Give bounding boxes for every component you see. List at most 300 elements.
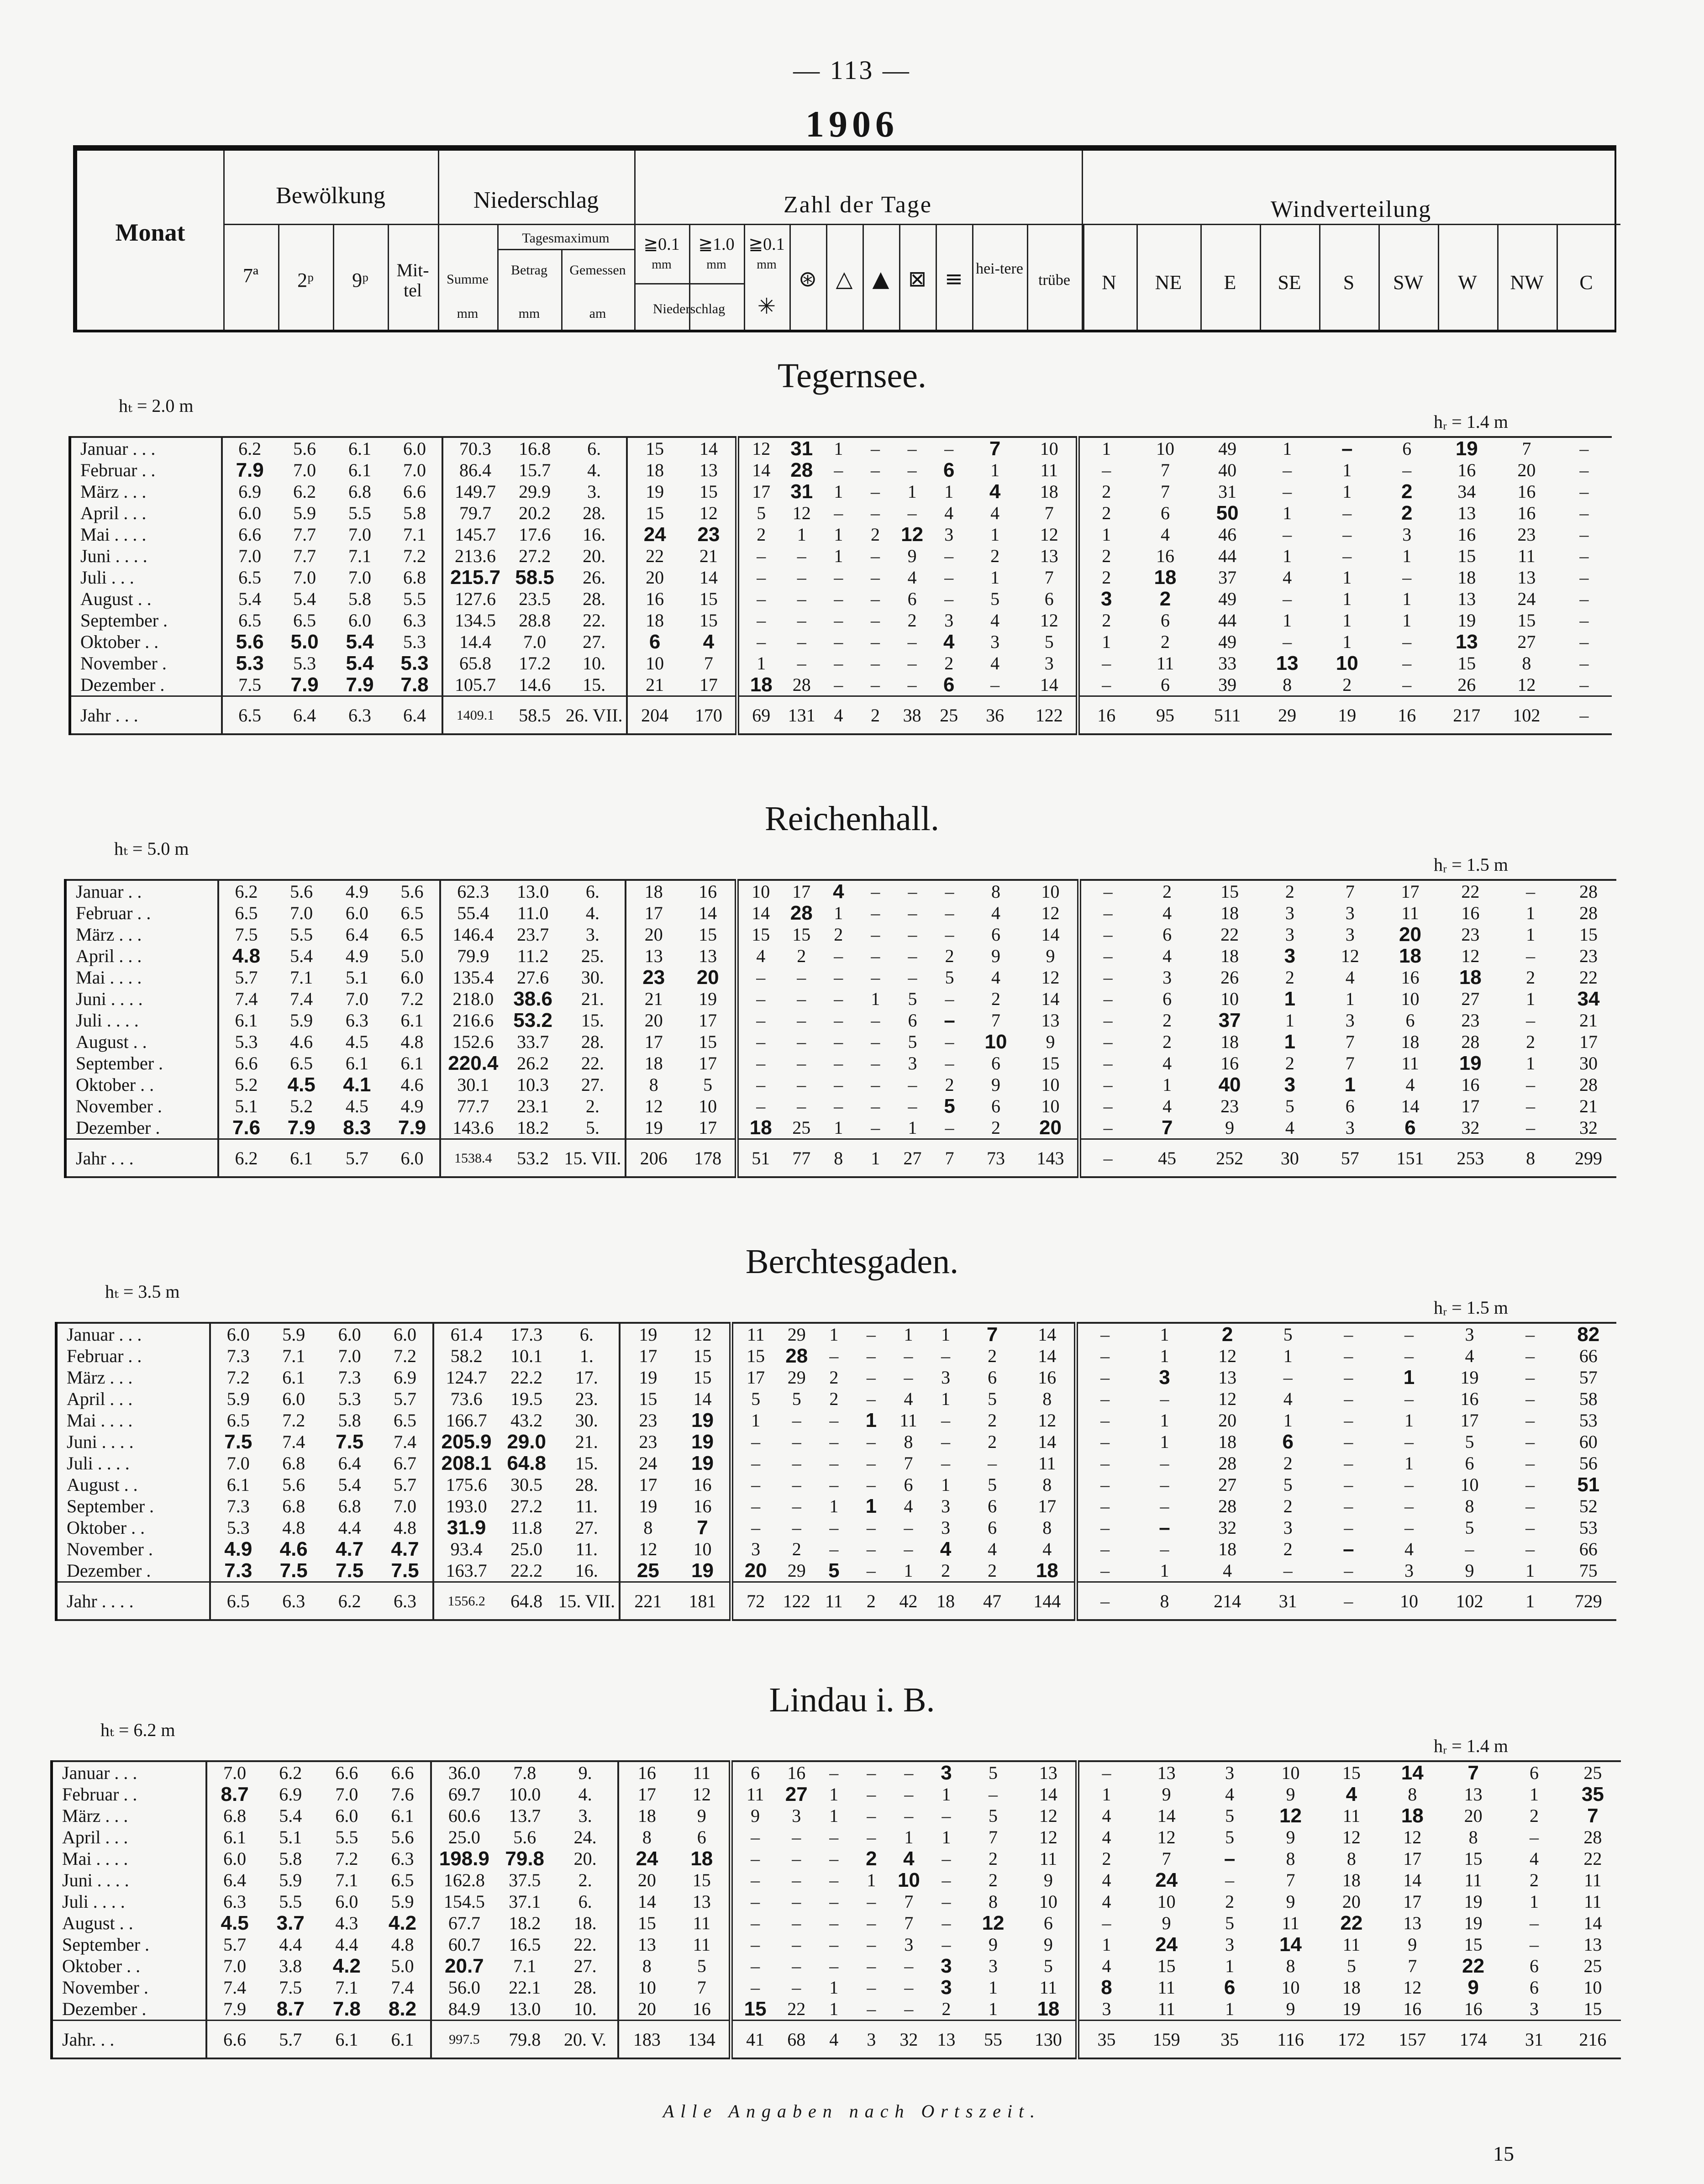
table-cell: 7.4 bbox=[375, 1977, 431, 1998]
table-cell: 11 bbox=[747, 1324, 765, 1345]
table-cell: 26. bbox=[563, 567, 627, 588]
table-cell: 11 bbox=[1584, 1870, 1602, 1890]
table-cell: 4 bbox=[833, 880, 844, 902]
table-cell: 17. bbox=[554, 1367, 620, 1388]
table-cell: 7 bbox=[676, 1517, 731, 1538]
table-cell: 215.7 bbox=[450, 567, 501, 588]
table-cell: 19 bbox=[676, 1452, 731, 1474]
table-cell: 1 bbox=[1284, 1031, 1296, 1053]
year-row bbox=[52, 2021, 1621, 2059]
table-cell: 13 bbox=[1218, 1367, 1237, 1388]
table-cell: – bbox=[792, 1496, 801, 1516]
table-cell: – bbox=[829, 1827, 839, 1847]
table-cell: 40 bbox=[1218, 1074, 1241, 1095]
table-cell: 10 bbox=[1379, 1582, 1440, 1621]
month-label: November . bbox=[56, 1538, 210, 1560]
table-cell: 6.8 bbox=[348, 481, 372, 502]
table-cell: 6.5 bbox=[290, 1053, 313, 1074]
table-cell: 14 bbox=[1020, 1345, 1076, 1367]
table-cell: 18 bbox=[1021, 1998, 1078, 2021]
table-cell: – bbox=[834, 460, 843, 480]
table-cell: 5.3 bbox=[388, 653, 443, 674]
table-cell: – bbox=[1102, 1763, 1111, 1783]
month-label: Juli . . . . bbox=[65, 1010, 218, 1031]
table-cell: 19 bbox=[1464, 1913, 1483, 1933]
table-cell: 16 bbox=[1401, 967, 1420, 988]
table-cell: 17 bbox=[747, 1367, 765, 1388]
table-cell: 11 bbox=[1401, 1053, 1419, 1074]
header-gemessen-unit: am bbox=[589, 306, 606, 321]
table-cell: 3 bbox=[944, 610, 954, 631]
table-cell: 10 bbox=[1281, 1763, 1300, 1783]
table-cell: – bbox=[797, 1053, 806, 1074]
table-cell: – bbox=[834, 1031, 843, 1052]
table-cell: – bbox=[989, 1784, 998, 1805]
table-cell: 3 bbox=[1023, 653, 1078, 674]
table-cell: 7 bbox=[1162, 1848, 1171, 1869]
table-cell: 4.9 bbox=[224, 1538, 252, 1560]
table-cell: 17 bbox=[681, 1117, 737, 1139]
table-cell: 4.5 bbox=[345, 1096, 368, 1116]
table-cell: 4 bbox=[756, 946, 766, 966]
table-cell: 1 bbox=[1160, 1560, 1169, 1581]
header-betrag: Betrag bbox=[511, 263, 547, 278]
table-cell: – bbox=[751, 1913, 760, 1933]
table-cell: – bbox=[870, 589, 880, 609]
table-cell: 7.0 bbox=[290, 903, 313, 923]
table-cell: 69 bbox=[737, 696, 784, 735]
table-cell: – bbox=[751, 1977, 760, 1998]
station-table bbox=[68, 436, 1612, 735]
table-cell: 1 bbox=[829, 1977, 839, 1998]
table-cell: 6 bbox=[674, 1826, 731, 1848]
table-cell: 5.2 bbox=[290, 1096, 313, 1116]
table-cell: 1 bbox=[1526, 1053, 1536, 1074]
table-cell: – bbox=[1525, 1496, 1535, 1516]
table-cell: 2 bbox=[857, 696, 894, 735]
header-wind-c: C bbox=[1579, 271, 1593, 294]
table-row bbox=[70, 631, 1612, 653]
month-label: Dezember . bbox=[65, 1117, 218, 1139]
table-cell: 66 bbox=[1579, 1346, 1598, 1366]
table-cell: 5 bbox=[1283, 1474, 1293, 1495]
table-cell: 5.0 bbox=[385, 945, 441, 967]
month-label: Februar . . bbox=[52, 1784, 206, 1805]
table-cell: 27 bbox=[1461, 989, 1480, 1009]
table-cell: 7.9 bbox=[236, 459, 264, 481]
table-cell: 4.9 bbox=[345, 881, 368, 902]
table-cell: 6.2 bbox=[293, 481, 316, 502]
table-cell: – bbox=[1100, 1539, 1110, 1559]
table-cell: 15 bbox=[792, 924, 811, 945]
table-cell: 22 bbox=[1583, 1848, 1602, 1869]
table-cell: 5.6 bbox=[282, 1474, 305, 1495]
table-cell: 170 bbox=[682, 696, 737, 735]
table-row bbox=[56, 1474, 1616, 1495]
table-cell: 6.0 bbox=[238, 503, 262, 523]
table-cell: 23 bbox=[1461, 924, 1480, 945]
month-label: August . . bbox=[56, 1474, 210, 1495]
table-cell: – bbox=[871, 1010, 880, 1031]
table-cell: 6 bbox=[1023, 588, 1078, 610]
header-ge01-snow: ≧0.1 bbox=[748, 235, 785, 254]
table-cell: 19 bbox=[1342, 1999, 1361, 2019]
table-cell: – bbox=[1579, 674, 1589, 695]
table-cell: 1 bbox=[834, 481, 843, 502]
table-cell: – bbox=[871, 1074, 880, 1095]
table-cell: 7.4 bbox=[223, 1977, 247, 1998]
table-cell: 17.6 bbox=[519, 524, 551, 545]
table-cell: 6.1 bbox=[375, 1805, 431, 1826]
table-cell: – bbox=[1318, 1582, 1379, 1621]
table-cell: 15 bbox=[752, 924, 770, 945]
table-cell: 151 bbox=[1380, 1139, 1441, 1178]
header-wind-s: S bbox=[1343, 271, 1355, 294]
graupel-icon: △ bbox=[836, 266, 853, 292]
table-cell: 17.2 bbox=[519, 653, 551, 674]
table-cell: 8 bbox=[642, 1956, 652, 1976]
table-cell: 32 bbox=[1461, 1117, 1480, 1138]
table-row bbox=[52, 1955, 1621, 1977]
table-cell: 15 bbox=[674, 1869, 731, 1891]
table-cell: 5.5 bbox=[290, 924, 313, 945]
table-cell: – bbox=[871, 946, 880, 966]
header-b-9p: 9ᵖ bbox=[352, 269, 368, 291]
table-cell: – bbox=[904, 1539, 913, 1559]
table-cell: – bbox=[792, 1431, 801, 1452]
table-cell: 60.6 bbox=[448, 1805, 480, 1826]
table-cell: – bbox=[756, 1010, 766, 1031]
table-cell: 8.3 bbox=[343, 1117, 371, 1139]
table-cell: 7.8 bbox=[388, 674, 443, 696]
month-label: Juli . . . bbox=[70, 567, 222, 588]
table-cell: 58.5 bbox=[507, 696, 563, 735]
table-cell: 8 bbox=[991, 881, 1001, 902]
table-cell: 208.1 bbox=[441, 1452, 492, 1474]
month-label: September . bbox=[70, 610, 222, 631]
table-cell: 7 bbox=[1345, 1053, 1355, 1074]
table-row bbox=[65, 1117, 1616, 1139]
table-cell: 6.5 bbox=[235, 903, 258, 923]
table-cell: 1 bbox=[829, 1805, 839, 1826]
table-cell: 4.5 bbox=[287, 1074, 316, 1095]
table-cell: 20. V. bbox=[553, 2021, 619, 2059]
table-cell: 17 bbox=[792, 881, 811, 902]
table-cell: 1 bbox=[904, 1324, 913, 1345]
table-cell: 2 bbox=[1162, 1010, 1172, 1031]
table-cell: 10. bbox=[553, 1998, 619, 2021]
table-cell: 6.4 bbox=[277, 696, 332, 735]
table-cell: – bbox=[1160, 1453, 1169, 1474]
table-cell: 18 bbox=[1220, 903, 1239, 923]
table-cell: 729 bbox=[1560, 1582, 1616, 1621]
table-cell: 7.9 bbox=[290, 674, 319, 696]
table-cell: 3 bbox=[1162, 967, 1172, 988]
table-cell: 2 bbox=[945, 1074, 954, 1095]
table-cell: 10 bbox=[897, 1869, 920, 1891]
table-cell: 12 bbox=[982, 1912, 1005, 1934]
table-cell: 30 bbox=[1579, 1053, 1598, 1074]
table-cell: – bbox=[1283, 632, 1292, 652]
table-cell: 5 bbox=[1225, 1805, 1235, 1826]
table-cell: 7.1 bbox=[388, 524, 443, 545]
table-cell: 7.8 bbox=[332, 1998, 361, 2020]
table-cell: 27 bbox=[1517, 632, 1536, 652]
table-cell: 31 bbox=[1257, 1582, 1318, 1621]
table-cell: 17 bbox=[1461, 1096, 1480, 1116]
table-cell: 6. bbox=[563, 437, 627, 459]
table-cell: 18 bbox=[644, 881, 663, 902]
table-cell: 1 bbox=[865, 1495, 877, 1517]
month-label: Februar . . bbox=[70, 459, 222, 481]
month-label: Januar . . . bbox=[52, 1761, 206, 1784]
table-cell: 16 bbox=[1156, 546, 1175, 566]
table-row bbox=[56, 1345, 1616, 1367]
table-cell: 7 bbox=[1345, 881, 1355, 902]
table-cell: 61.4 bbox=[450, 1324, 483, 1345]
table-cell: 6.1 bbox=[235, 1010, 258, 1031]
table-cell: 79.9 bbox=[457, 946, 489, 966]
table-cell: 12 bbox=[1021, 1826, 1078, 1848]
table-cell: – bbox=[751, 1934, 760, 1955]
table-cell: 3 bbox=[1345, 903, 1355, 923]
table-cell: 20.7 bbox=[445, 1955, 484, 1977]
table-cell: 2 bbox=[1283, 1496, 1293, 1516]
table-cell: 997.5 bbox=[431, 2021, 497, 2059]
table-cell: – bbox=[751, 1891, 760, 1912]
table-cell: 4 bbox=[991, 903, 1001, 923]
table-cell: 11.0 bbox=[517, 903, 549, 923]
table-cell: 5 bbox=[1465, 1431, 1474, 1452]
table-cell: 1 bbox=[944, 481, 954, 502]
table-cell: – bbox=[834, 1096, 843, 1116]
table-cell: 16 bbox=[1457, 524, 1476, 545]
table-cell: 6.5 bbox=[210, 1582, 266, 1621]
table-cell: 16 bbox=[676, 1495, 731, 1517]
table-cell: – bbox=[1100, 1410, 1110, 1431]
table-cell: 6.8 bbox=[282, 1496, 305, 1516]
table-cell: 4.8 bbox=[375, 1934, 431, 1955]
table-cell: 4 bbox=[907, 567, 917, 588]
table-cell: – bbox=[1525, 1453, 1535, 1474]
table-cell: 8 bbox=[1020, 1388, 1076, 1410]
table-cell: 53 bbox=[1579, 1517, 1598, 1538]
table-cell: – bbox=[792, 1891, 801, 1912]
table-cell: 6.2 bbox=[238, 438, 262, 459]
table-cell: 6 bbox=[991, 1053, 1001, 1074]
table-row bbox=[56, 1367, 1616, 1388]
table-cell: – bbox=[907, 674, 917, 695]
table-cell: – bbox=[756, 989, 766, 1009]
table-cell: 9 bbox=[1286, 1891, 1295, 1912]
table-cell: – bbox=[944, 589, 954, 609]
table-cell: 20 bbox=[1218, 1410, 1237, 1431]
table-cell: – bbox=[1103, 1117, 1113, 1138]
table-row bbox=[65, 1074, 1616, 1095]
table-row bbox=[70, 653, 1612, 674]
table-cell: 16. bbox=[563, 524, 627, 545]
table-cell: 3 bbox=[1284, 1074, 1296, 1095]
table-cell: – bbox=[829, 1453, 839, 1474]
table-cell: 12 bbox=[901, 524, 924, 545]
table-cell: 13 bbox=[1464, 1784, 1483, 1805]
table-cell: 8.7 bbox=[276, 1998, 305, 2020]
table-cell: 7 bbox=[904, 1913, 914, 1933]
table-row bbox=[52, 1998, 1621, 2021]
table-cell: 12 bbox=[1517, 674, 1536, 695]
table-cell: 15 bbox=[681, 924, 737, 945]
table-cell: 7.2 bbox=[388, 545, 443, 567]
table-cell: 25 bbox=[931, 696, 968, 735]
table-cell: 56.0 bbox=[448, 1977, 480, 1998]
table-cell: 5.9 bbox=[282, 1324, 305, 1345]
table-cell: 15 bbox=[1457, 653, 1476, 674]
table-cell: 31 bbox=[1218, 481, 1237, 502]
table-cell: 1 bbox=[1285, 1010, 1294, 1031]
table-cell: 14 bbox=[1403, 1870, 1422, 1890]
table-cell: 46 bbox=[1218, 524, 1237, 545]
table-cell: – bbox=[1579, 632, 1589, 652]
header-ge01: ≧0.1 bbox=[643, 235, 680, 254]
table-cell: – bbox=[829, 1346, 839, 1366]
table-cell: 4.5 bbox=[221, 1912, 249, 1934]
table-cell: 77 bbox=[783, 1139, 820, 1178]
table-cell: – bbox=[834, 653, 843, 674]
table-cell: 15 bbox=[1517, 610, 1536, 631]
table-cell: 6.9 bbox=[279, 1784, 302, 1805]
table-cell: 55 bbox=[965, 2021, 1021, 2059]
table-cell: 6 bbox=[1162, 924, 1172, 945]
table-cell: – bbox=[1344, 1346, 1353, 1366]
table-cell: – bbox=[1579, 567, 1589, 588]
table-cell: 3.8 bbox=[279, 1956, 302, 1976]
table-cell: 5.5 bbox=[388, 588, 443, 610]
table-cell: 15 bbox=[1024, 1053, 1079, 1074]
table-cell: 44 bbox=[1218, 610, 1237, 631]
height-thermometer: hₜ = 5.0 m bbox=[114, 838, 189, 859]
table-cell: 6 bbox=[988, 1367, 997, 1388]
table-cell: 25.0 bbox=[448, 1827, 480, 1847]
table-cell: – bbox=[1404, 1389, 1414, 1409]
station-table bbox=[50, 1760, 1621, 2059]
table-cell: 18 bbox=[1342, 1870, 1361, 1890]
table-cell: 9 bbox=[991, 1074, 1001, 1095]
table-cell: 53.2 bbox=[513, 1010, 552, 1031]
table-cell: – bbox=[829, 1410, 839, 1431]
table-cell: 20 bbox=[1517, 460, 1536, 480]
table-cell: 5.6 bbox=[290, 881, 313, 902]
month-label: Jahr . . . bbox=[65, 1139, 218, 1178]
table-cell: 6 bbox=[1161, 610, 1170, 631]
table-cell: – bbox=[1103, 967, 1113, 988]
table-cell: – bbox=[904, 1763, 914, 1783]
table-cell: – bbox=[1344, 1560, 1353, 1581]
table-cell: – bbox=[1579, 460, 1589, 480]
header-truebe: trübe bbox=[1038, 272, 1070, 289]
table-cell: 5 bbox=[989, 1805, 998, 1826]
table-cell: 6 bbox=[1345, 1096, 1355, 1116]
table-cell: 11 bbox=[674, 1934, 731, 1955]
table-cell: 4.3 bbox=[335, 1913, 358, 1933]
table-cell: 6 bbox=[1161, 674, 1170, 695]
table-cell: 3 bbox=[1285, 924, 1294, 945]
table-cell: 13 bbox=[637, 1934, 656, 1955]
table-cell: 7 bbox=[1408, 1956, 1417, 1976]
month-label: August . . bbox=[65, 1031, 218, 1053]
year-row bbox=[56, 1582, 1616, 1621]
table-cell: – bbox=[945, 989, 954, 1009]
table-cell: 1 bbox=[1283, 1346, 1293, 1366]
table-cell: 15 bbox=[1464, 1934, 1483, 1955]
table-cell: – bbox=[1404, 1474, 1414, 1495]
table-cell: – bbox=[1579, 438, 1589, 459]
table-cell: – bbox=[1526, 946, 1536, 966]
table-cell: 7 bbox=[986, 1323, 998, 1345]
table-cell: 1 bbox=[941, 1784, 951, 1805]
table-cell: – bbox=[797, 1031, 806, 1052]
table-cell: 4 bbox=[1346, 1784, 1357, 1805]
table-cell: 2 bbox=[829, 1389, 839, 1409]
table-cell: 24 bbox=[1155, 1869, 1178, 1891]
month-label: Juni . . . . bbox=[65, 988, 218, 1010]
table-cell: 5.3 bbox=[338, 1389, 361, 1409]
table-cell: 116 bbox=[1260, 2021, 1321, 2059]
table-row bbox=[56, 1538, 1616, 1560]
table-cell: 217 bbox=[1437, 696, 1497, 735]
table-cell: 9 bbox=[1024, 1031, 1079, 1053]
table-cell: 14.4 bbox=[459, 632, 492, 652]
table-cell: 7 bbox=[1522, 438, 1531, 459]
table-cell: 2 bbox=[1283, 1453, 1293, 1474]
table-cell: 8 bbox=[1101, 1977, 1112, 1998]
table-cell: 3 bbox=[944, 524, 954, 545]
table-cell: 1 bbox=[1342, 589, 1352, 609]
table-cell: 9 bbox=[1225, 1117, 1235, 1138]
table-cell: 13 bbox=[1457, 503, 1476, 523]
table-cell: – bbox=[797, 567, 806, 588]
table-cell: 4.5 bbox=[345, 1031, 368, 1052]
table-cell: 6.1 bbox=[345, 1053, 368, 1074]
table-cell: 15 bbox=[676, 1367, 731, 1388]
table-cell: – bbox=[945, 881, 954, 902]
table-cell: 10 bbox=[1460, 1474, 1479, 1495]
table-cell: 69.7 bbox=[448, 1784, 480, 1805]
table-cell: 13 bbox=[644, 946, 663, 966]
table-cell: 16 bbox=[1517, 503, 1536, 523]
table-cell: 24 bbox=[639, 1453, 657, 1474]
table-cell: 7.6 bbox=[375, 1784, 431, 1805]
table-cell: 3 bbox=[941, 1955, 952, 1977]
table-cell: 11 bbox=[1342, 1934, 1361, 1955]
table-cell: 6.2 bbox=[321, 1582, 377, 1621]
table-row bbox=[70, 545, 1612, 567]
station-title: Lindau i. B. bbox=[769, 1681, 935, 1719]
table-cell: 42 bbox=[890, 1582, 927, 1621]
table-cell: 102 bbox=[1497, 696, 1557, 735]
table-cell: 1. bbox=[554, 1345, 620, 1367]
table-cell: 1 bbox=[871, 989, 880, 1009]
table-cell: 6 bbox=[1402, 438, 1412, 459]
table-cell: 14 bbox=[1020, 1323, 1076, 1345]
table-cell: 6.6 bbox=[206, 2021, 263, 2059]
table-cell: 4 bbox=[1102, 1805, 1111, 1826]
table-cell: 122 bbox=[778, 1582, 815, 1621]
table-cell: 3 bbox=[1345, 924, 1355, 945]
table-cell: 1 bbox=[941, 1389, 951, 1409]
table-cell: 4.7 bbox=[336, 1538, 364, 1560]
table-row bbox=[56, 1388, 1616, 1410]
table-cell: 2 bbox=[792, 1539, 801, 1559]
